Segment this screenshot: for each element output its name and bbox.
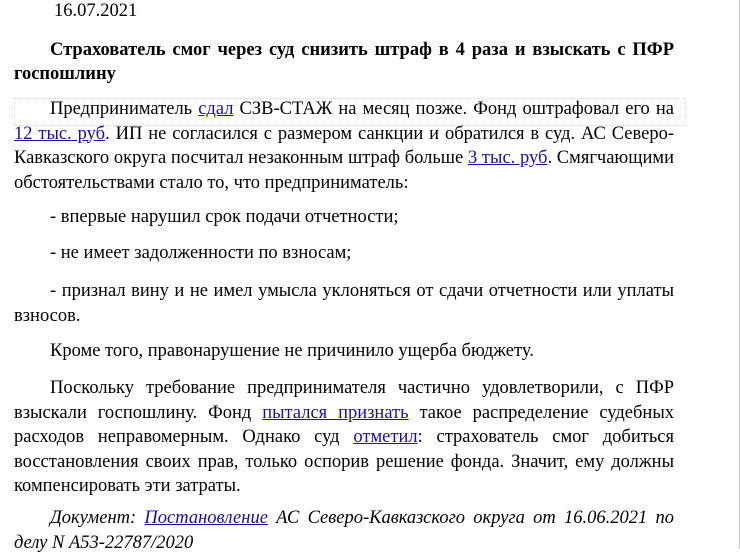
publication-date: 16.07.2021 xyxy=(54,1,138,21)
court-text-3: : страхователь смог добиться восстановления своих прав, только оспорив решение фонда. Значит, ему должны компенсировать эти затраты. xyxy=(14,427,674,496)
link-tried-to-recognize[interactable]: пытался признать xyxy=(262,402,409,423)
court-text-1: Поскольку требование предпринимателя частично удовлетворили, с ПФР взыскали госпошлину. Фонд xyxy=(14,378,674,423)
intro-text-1: Предприниматель xyxy=(50,99,199,119)
intro-text-2: СЗВ-СТАЖ на месяц позже. Фонд оштрафовал его на xyxy=(233,99,674,119)
source-prefix: Документ: xyxy=(50,508,145,528)
source-citation xyxy=(14,506,674,555)
article-title: Страхователь смог через суд снизить штраф в 4 раза и взыскать с ПФР госпошлину xyxy=(14,40,674,84)
link-submitted[interactable]: сдал xyxy=(198,99,234,119)
paragraph-intro xyxy=(14,97,674,195)
link-noted[interactable]: отметил xyxy=(353,427,418,447)
link-resolution[interactable]: Постановление xyxy=(144,508,268,528)
list-item: - впервые нарушил срок подачи отчетности; xyxy=(50,207,399,227)
link-fine-12k[interactable]: 12 тыс. руб xyxy=(14,123,106,144)
link-fine-3k[interactable]: 3 тыс. руб xyxy=(467,148,548,168)
source-suffix: АС Северо-Кавказского округа от 16.06.2021 по делу N А53-22787/2020 xyxy=(14,508,675,553)
court-text-2: такое распределение судебных расходов неправомерным. Однако суд xyxy=(14,402,675,447)
list-item: - не имеет задолженности по взносам; xyxy=(50,243,352,263)
intro-text-4: . Смягчающими обстоятельствами стало то, что предприниматель: xyxy=(14,148,675,193)
paragraph-budget: Кроме того, правонарушение не причинило ущерба бюджету. xyxy=(50,341,534,361)
intro-text-3: . ИП не согласился с размером санкции и обратился в суд. АС Северо-Кавказского округа посчитал незаконным штраф больше xyxy=(14,123,674,168)
paragraph-court xyxy=(14,376,674,499)
list-item: - признал вину и не имел умысла уклоняться от сдачи отчетности или уплаты взносов. xyxy=(14,281,674,326)
